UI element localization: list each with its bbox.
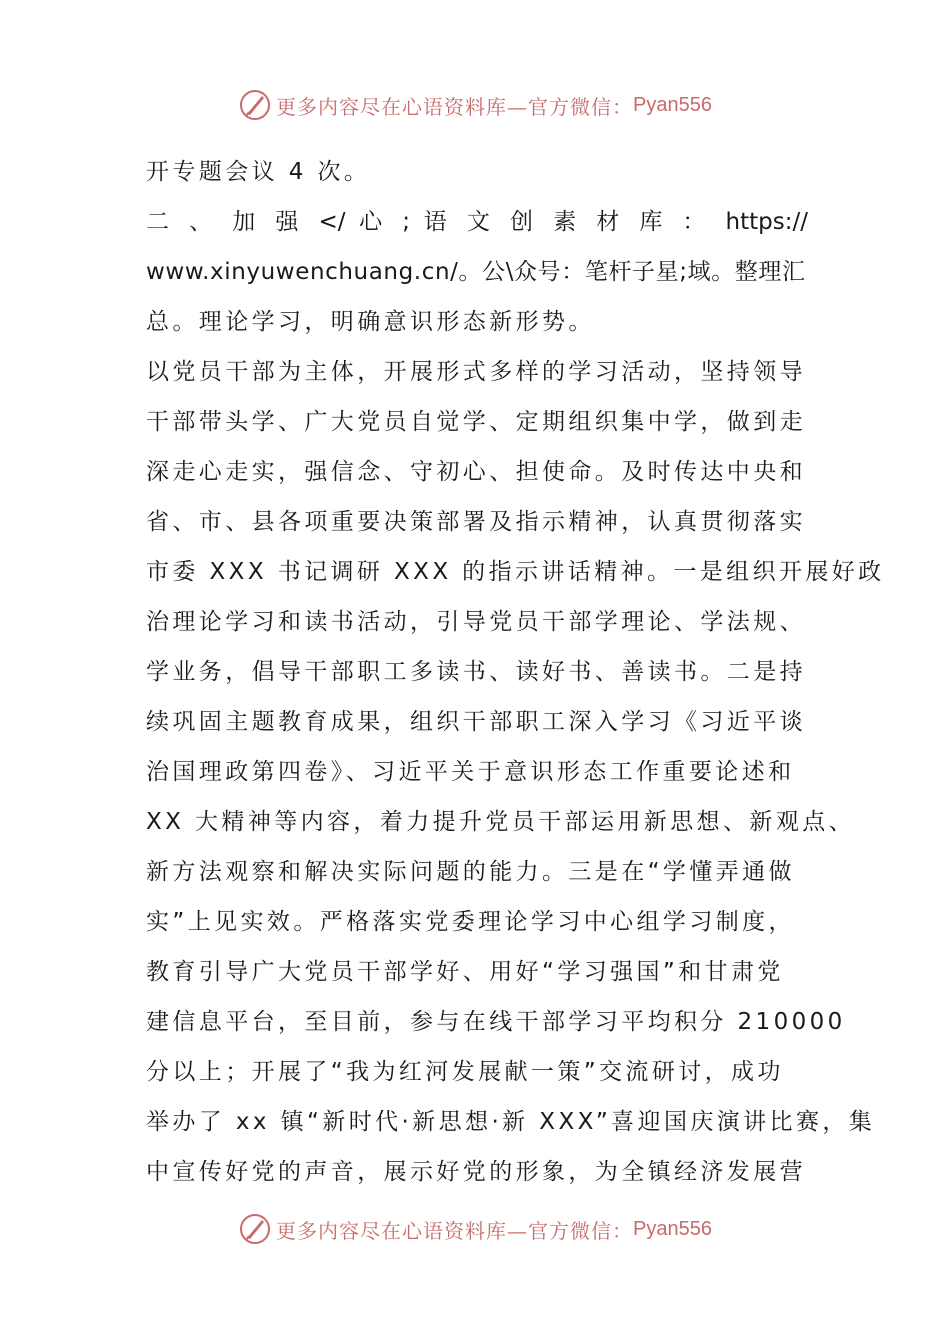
banner-text: 更多内容尽在心语资料库—官方微信： <box>276 94 634 119</box>
text-line: 实”上见实效。严格落实党委理论学习中心组学习制度， <box>146 909 795 935</box>
quill-logo-icon <box>238 88 272 122</box>
text-line: 新方法观察和解决实际问题的能力。三是在“学懂弄通做 <box>146 859 795 885</box>
text-line: 教育引导广大党员干部学好、用好“学习强国”和甘肃党 <box>146 959 784 985</box>
text-line: 学业务，倡导干部职工多读书、读好书、善读书。二是持 <box>146 659 806 685</box>
text-line: 治理论学习和读书活动，引导党员干部学理论、学法规、 <box>146 609 806 635</box>
text-line: 续巩固主题教育成果，组织干部职工深入学习《习近平谈 <box>146 709 806 735</box>
text-line: 开专题会议 4 次。 <box>146 159 371 185</box>
text-line: 治国理政第四卷》、习近平关于意识形态工作重要论述和 <box>146 759 795 785</box>
text-line: 干部带头学、广大党员自觉学、定期组织集中学，做到走 <box>146 409 806 435</box>
quill-logo-icon <box>238 1212 272 1246</box>
text-line: 深走心走实，强信念、守初心、担使命。及时传达中央和 <box>146 459 806 485</box>
text-line: 以党员干部为主体，开展形式多样的学习活动，坚持领导 <box>146 359 806 385</box>
text-line: 分以上；开展了“我为红河发展献一策”交流研讨，成功 <box>146 1059 784 1085</box>
wechat-id: Pyan556 <box>633 93 712 116</box>
header-banner <box>0 85 950 125</box>
document-body <box>146 147 885 1197</box>
wechat-id: Pyan556 <box>633 1217 712 1240</box>
text-line: 二 、 加 强 </ 心 ; 语 文 创 素 材 库 ： https:// <box>146 209 808 235</box>
text-line: 总。理论学习，明确意识形态新形势。 <box>146 309 595 335</box>
text-line: XX 大精神等内容，着力提升党员干部运用新思想、新观点、 <box>146 809 856 835</box>
banner-text: 更多内容尽在心语资料库—官方微信： <box>276 1218 634 1243</box>
text-line: 省、市、县各项重要决策部署及指示精神，认真贯彻落实 <box>146 509 806 535</box>
text-line: 建信息平台，至目前，参与在线干部学习平均积分 210000 <box>146 1009 846 1035</box>
text-line: 市委 XXX 书记调研 XXX 的指示讲话精神。一是组织开展好政 <box>146 559 885 585</box>
text-line: 举办了 xx 镇“新时代·新思想·新 XXX”喜迎国庆演讲比赛，集 <box>146 1109 876 1135</box>
text-line: www.xinyuwenchuang.cn/。公\众号：笔杆子星;域。整理汇 <box>146 259 806 285</box>
footer-banner <box>0 1209 950 1249</box>
text-line: 中宣传好党的声音，展示好党的形象，为全镇经济发展营 <box>146 1159 806 1185</box>
